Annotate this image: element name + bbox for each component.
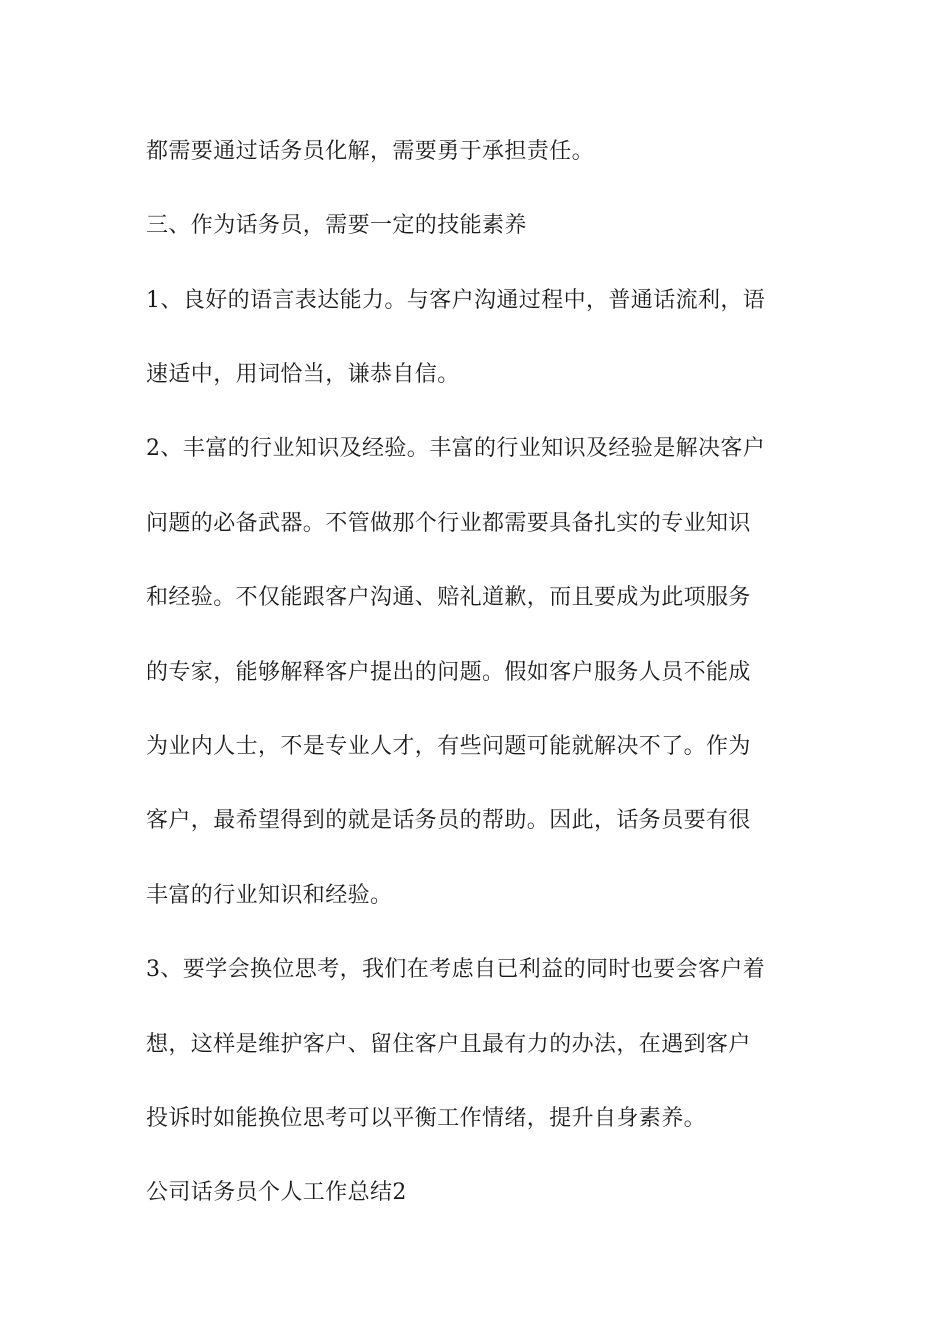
text-line: 为业内人士，不是专业人才，有些问题可能就解决不了。作为 (146, 734, 751, 759)
text-line: 问题的必备武器。不管做那个行业都需要具备扎实的专业知识 (146, 511, 751, 536)
text-line: 的专家，能够解释客户提出的问题。假如客户服务人员不能成 (146, 660, 751, 685)
document-title: 公司话务员个人工作总结2 (146, 1180, 407, 1205)
text-line: 想，这样是维护客户、留住客户且最有力的办法，在遇到客户 (146, 1032, 751, 1057)
text-line: 速适中，用词恰当，谦恭自信。 (146, 362, 460, 387)
text-line: 和经验。不仅能跟客户沟通、赔礼道歉，而且要成为此项服务 (146, 585, 751, 610)
text-line: 3、要学会换位思考，我们在考虑自已利益的同时也要会客户着 (146, 957, 766, 982)
text-line: 丰富的行业知识和经验。 (146, 883, 393, 908)
text-line: 都需要通过话务员化解，需要勇于承担责任。 (146, 139, 595, 164)
section-heading: 三、作为话务员，需要一定的技能素养 (146, 213, 527, 238)
text-line: 1、良好的语言表达能力。与客户沟通过程中，普通话流利，语 (146, 288, 766, 313)
text-line: 投诉时如能换位思考可以平衡工作情绪，提升自身素养。 (146, 1106, 707, 1131)
text-line: 2、丰富的行业知识及经验。丰富的行业知识及经验是解决客户 (146, 436, 766, 461)
text-line: 客户，最希望得到的就是话务员的帮助。因此，话务员要有很 (146, 808, 751, 833)
